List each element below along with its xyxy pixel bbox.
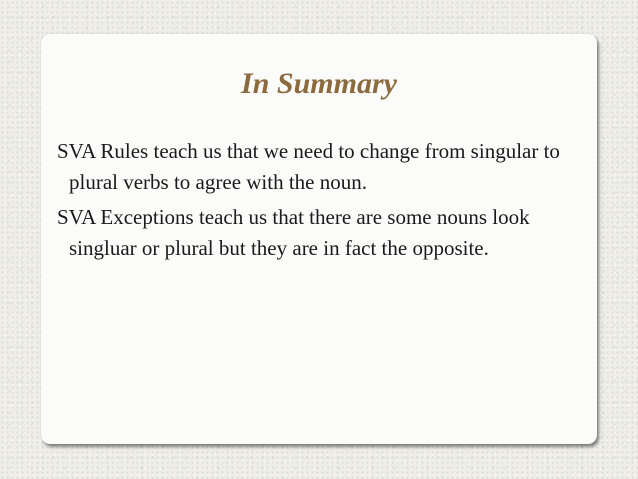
- slide-body: [57, 136, 587, 268]
- slide-card: [41, 34, 597, 444]
- paragraph-sva-rules: SVA Rules teach us that we need to change from singular to plural verbs to agree with the noun.: [57, 139, 560, 194]
- paragraph-sva-exceptions: SVA Exceptions teach us that there are some nouns look singluar or plural but they are in fact the opposite.: [57, 205, 530, 260]
- slide-title: In Summary: [241, 67, 397, 100]
